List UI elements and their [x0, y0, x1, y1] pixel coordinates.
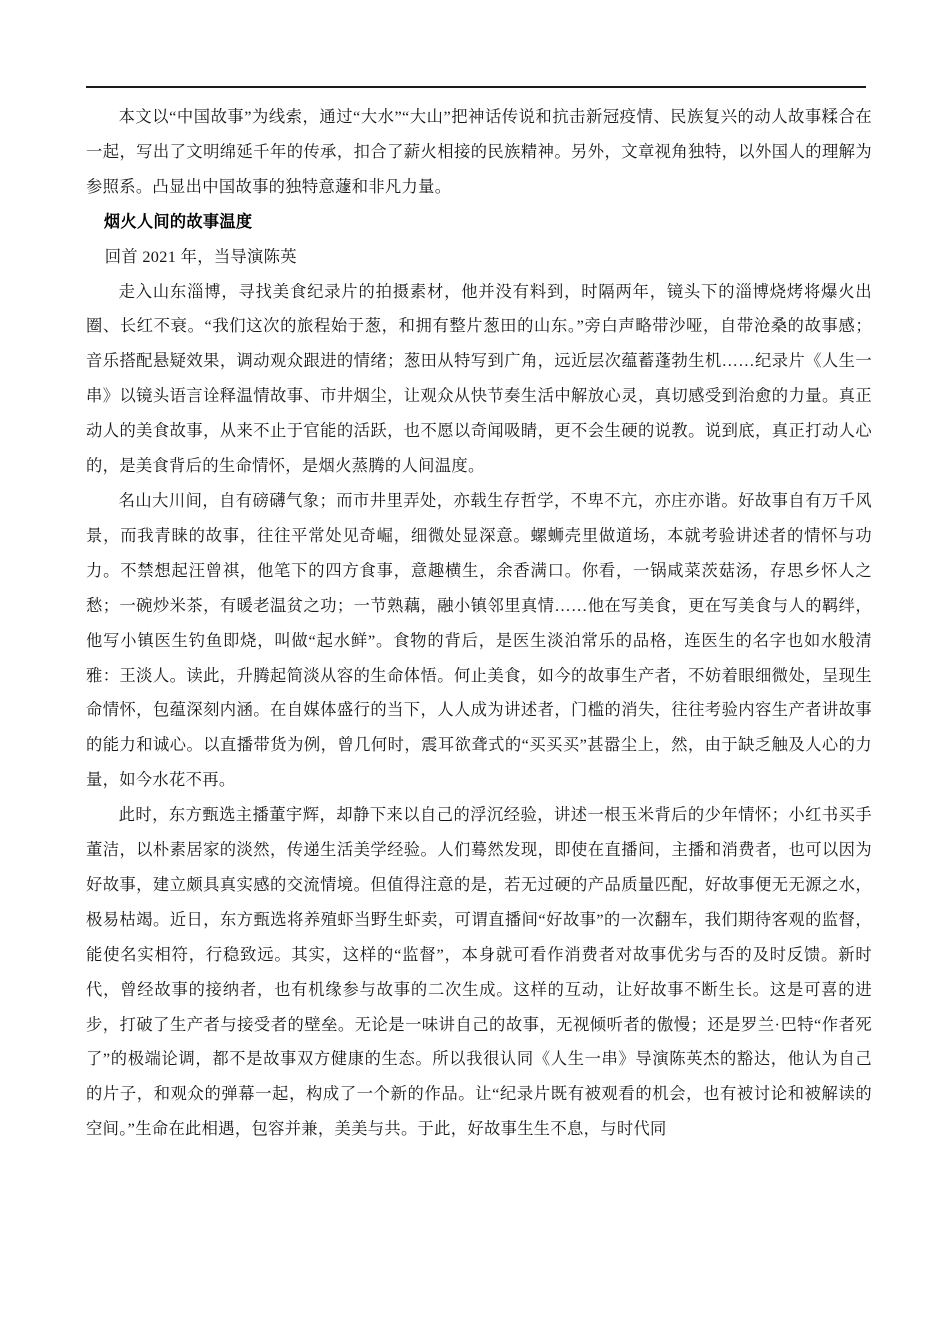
paragraph-1: 走入山东淄博，寻找美食纪录片的拍摄素材，他并没有料到，时隔两年，镜头下的淄博烧烤将爆火出圈、长红不衰。“我们这次的旅程始于葱，和拥有整片葱田的山东。”旁白声略带沙哑，自带沧桑的故事感；音乐搭配悬疑效果，调动观众跟进的情绪；葱田从特写到广角，远近层次蕴蓄蓬勃生机……纪录片《人生一串》以镜头语言诠释温情故事、市井烟尘，让观众从快节奏生活中解放心灵，真切感受到治愈的力量。真正动人的美食故事，从来不止于官能的活跃，也不愿以奇闻吸睛，更不会生硬的说教。说到底，真正打动人心的，是美食背后的生命情怀，是烟火蒸腾的人间温度。 — [86, 281, 872, 476]
document-content — [86, 100, 872, 1147]
paragraph-intro-summary: 本文以“中国故事”为线索，通过“大水”“大山”把神话传说和抗击新冠疫情、民族复兴的动人故事糅合在一起，写出了文明绵延千年的传承，扣合了薪火相接的民族精神。另外，文章视角独特，以外国人的理解为参照系。凸显出中国故事的独特意蘧和非凡力量。 — [86, 107, 872, 196]
paragraph-2: 名山大川间，自有磅礴气象；而市井里弄处，亦载生存哲学，不卑不亢，亦庄亦谐。好故事自有万千风景，而我青睐的故事，往往平常处见奇崛，细微处显深意。螺蛳壳里做道场，本就考验讲述者的情怀与功力。不禁想起汪曾祺，他笔下的四方食事，意趣横生，余香满口。你看，一锅咸菜茨菇汤，存思乡怀人之愁；一碗炒米茶，有暖老温贫之功；一节熟藕，融小镇邻里真情……他在写美食，更在写美食与人的羁绊，他写小镇医生钓鱼即烧，叫做“起水鲜”。食物的背后，是医生淡泊常乐的品格，连医生的名字也如水般清雅：王淡人。读此，升腾起简淡从容的生命体悟。何止美食，如今的故事生产者，不妨着眼细微处，呈现生命情怀，包蕴深刻内涵。在自媒体盛行的当下，人人成为讲述者，门槛的消失，往往考验内容生产者讲故事的能力和诚心。以直播带货为例，曾几何时，震耳欲聋式的“买买买”甚嚣尘上，然，由于缺乏触及人心的力量，如今水花不再。 — [86, 490, 872, 790]
lead-line: 回首 2021 年，当导演陈英 — [104, 246, 297, 266]
section-heading: 烟火人间的故事温度 — [103, 211, 253, 231]
paragraph-3: 此时，东方甄选主播董宇辉，却静下来以自己的浮沉经验，讲述一根玉米背后的少年情怀；小红书买手董洁，以朴素居家的淡然，传递生活美学经验。人们蓦然发现，即使在直播间，主播和消费者，也可以因为好故事，建立颇具真实感的交流情境。但值得注意的是，若无过硬的产品质量匹配，好故事便无无源之水，极易枯竭。近日，东方甄选将养殖虾当野生虾卖，可谓直播间“好故事”的一次翻车，我们期待客观的监督，能使名实相符，行稳致远。其实，这样的“监督”，本身就可看作消费者对故事优劣与否的及时反馈。新时代，曾经故事的接纳者，也有机缘参与故事的二次生成。这样的互动，让好故事不断生长。这是可喜的进步，打破了生产者与接受者的壁垒。无论是一味讲自己的故事，无视倾听者的傲慢；还是罗兰·巴特“作者死了”的极端论调，都不是故事双方健康的生态。所以我很认同《人生一串》导演陈英杰的豁达，他认为自己的片子，和观众的弹幕一起，构成了一个新的作品。让“纪录片既有被观看的机会，也有被讨论和被解读的空间。”生命在此相遇，包容并兼，美美与共。于此，好故事生生不息，与时代同 — [86, 805, 872, 1139]
header-horizontal-rule — [86, 86, 866, 88]
